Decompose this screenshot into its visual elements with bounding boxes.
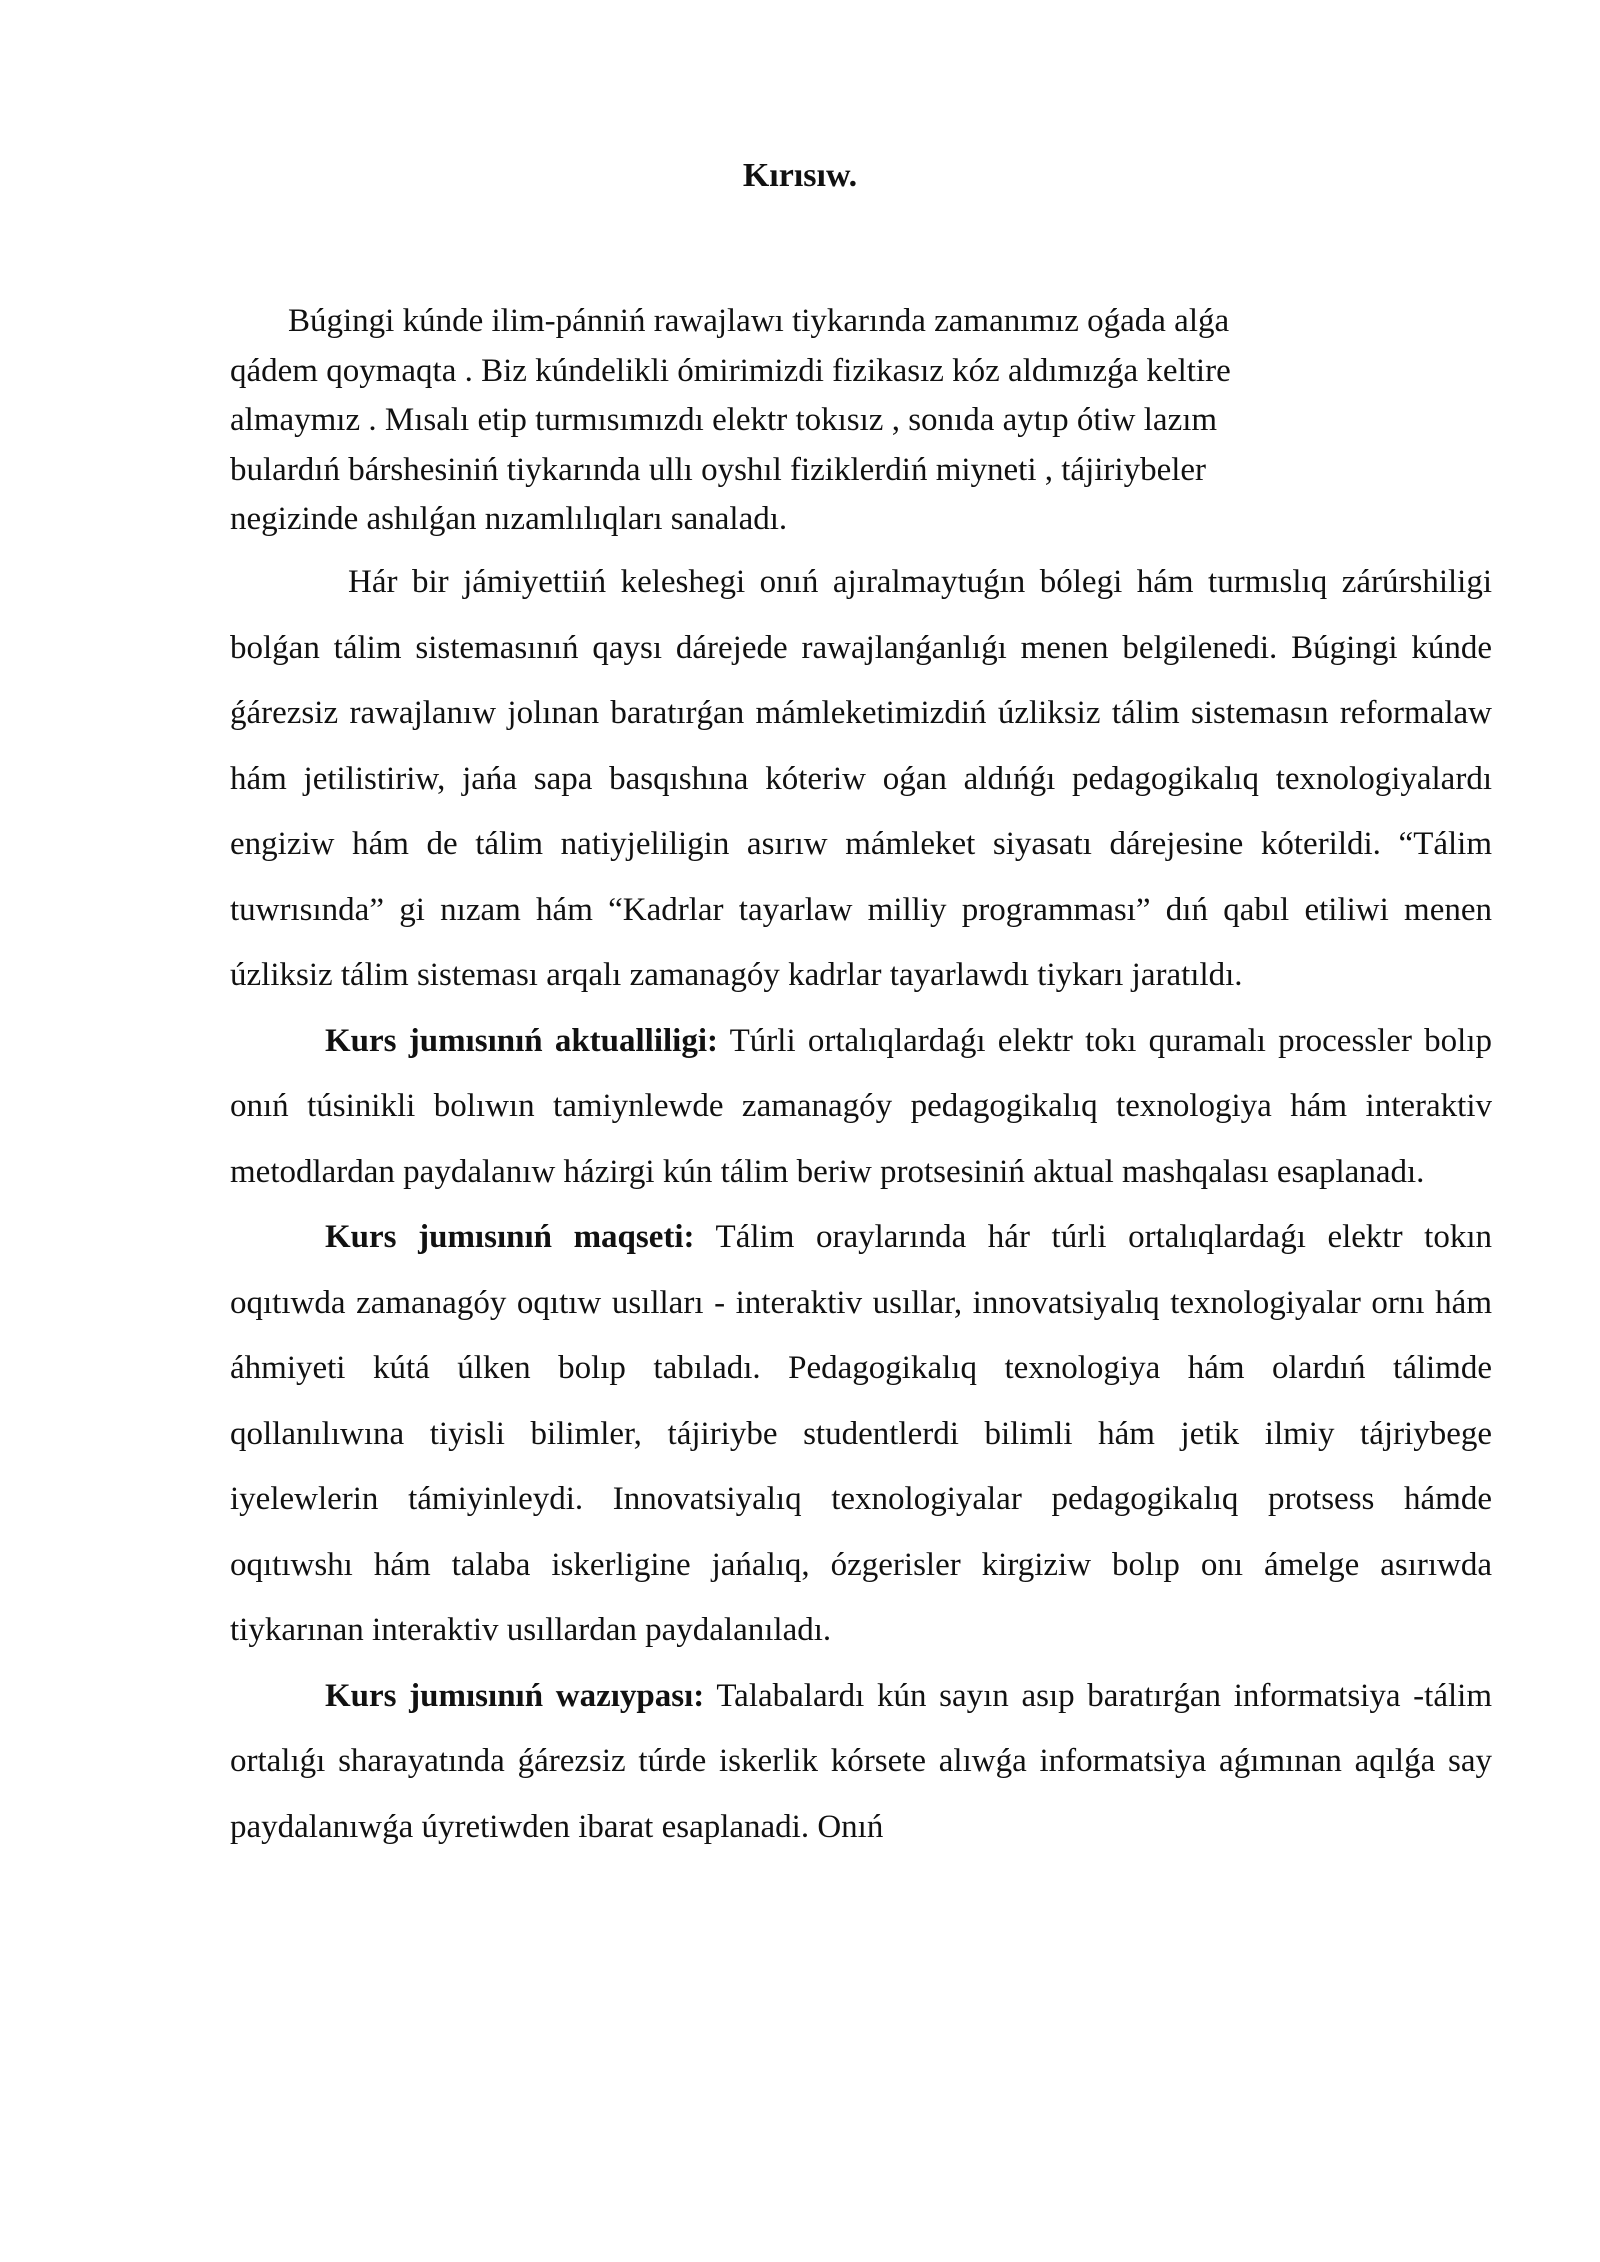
document-body [230, 550, 1492, 1860]
relevance-text: Túrli ortalıqlardaǵı elektr tokı quramalı processler bolıp onıń túsinikli bolıwın tamiynlewde zamanagóy pedagogikalıq texnologiya hám interaktiv metodlardan paydalanıw házirgi kún tálim beriw protsesiniń aktual mashqalası esaplanadı. [230, 1022, 1492, 1190]
paragraph-relevance [230, 1009, 1492, 1206]
page-title: Kırısıw. [742, 157, 858, 194]
tasks-label: Kurs jumısınıń wazıypası: [325, 1677, 705, 1714]
paragraph-tasks [230, 1664, 1492, 1861]
intro-line-4: bulardıń bárshesiniń tiykarında ullı oyshıl fiziklerdiń miyneti , tájiriybeler [230, 451, 1207, 488]
intro-line-3: almaymız . Mısalı etip turmısımızdı elektr tokısız , sonıda aytıp ótiw lazım [230, 402, 1218, 438]
intro-paragraph [230, 297, 1460, 545]
intro-line-2: qádem qoymaqta . Biz kúndelikli ómirimizdi fizikasız kóz aldımızǵa keltire [230, 352, 1231, 389]
relevance-label: Kurs jumısınıń aktualliligi: [325, 1022, 719, 1059]
goal-label: Kurs jumısınıń maqseti: [325, 1219, 695, 1255]
intro-line-1: Búgingi kúnde ilim-pánniń rawajlawı tiykarında zamanımız oǵada alǵa [288, 303, 1230, 339]
goal-text: Tálim oraylarında hár túrli ortalıqlardaǵı elektr tokın oqıtıwda zamanagóy oqıtıw usılları - interaktiv usıllar, innovatsiyalıq texnologiyalar ornı hám áhmiyeti kútá úlken bolıp tabıladı. Pedagogikalıq texnologiya hám olardıń tálimde qollanılıwına tiyisli bilimler, tájiriybe studentlerdi bilimli hám jetik ilmiy tájriybege iyelewlerin támiyinleydi. Innovatsiyalıq texnologiyalar pedagogikalıq protsess hámde oqıtıwshı hám talaba iskerligine jańalıq, ózgerisler kirgiziw bolıp onı ámelge asırıwda tiykarınan interaktiv usıllardan paydalanıladı. [230, 1219, 1493, 1648]
paragraph-education-system: Hár bir jámiyettiiń keleshegi onıń ajıralmaytuǵın bólegi hám turmıslıq zárúrshiligi bolǵan tálim sistemasınıń qaysı dárejede rawajlanǵanlıǵı menen belgilenedi. Búgingi kúnde ǵárezsiz rawajlanıw jolınan baratırǵan mámleketimizdiń úzliksiz tálim sistemasın reformalaw hám jetilistiriw, jańa sapa basqıshına kóteriw oǵan aldıńǵı pedagogikalıq texnologiyalardı engiziw hám de tálim natiyjeliligin asırıw mámleket siyasatı dárejesine kóterildi. “Tálim tuwrısında” gi nızam hám “Kadrlar tayarlaw milliy programması” dıń qabıl etiliwi menen úzliksiz tálim sisteması arqalı zamanagóy kadrlar tayarlawdı tiykarı jaratıldı. [230, 564, 1492, 993]
intro-line-5: negizinde ashılǵan nızamlılıqları sanaladı. [230, 501, 788, 537]
tasks-text: Talabalardı kún sayın asıp baratırǵan informatsiya -tálim ortalıǵı sharayatında ǵárezsiz túrde iskerlik kórsete alıwǵa informatsiya aǵımınan aqılǵa say paydalanıwǵa úyretiwden ibarat esaplanadi. Onıń [230, 1677, 1492, 1845]
paragraph-goal [230, 1205, 1492, 1664]
